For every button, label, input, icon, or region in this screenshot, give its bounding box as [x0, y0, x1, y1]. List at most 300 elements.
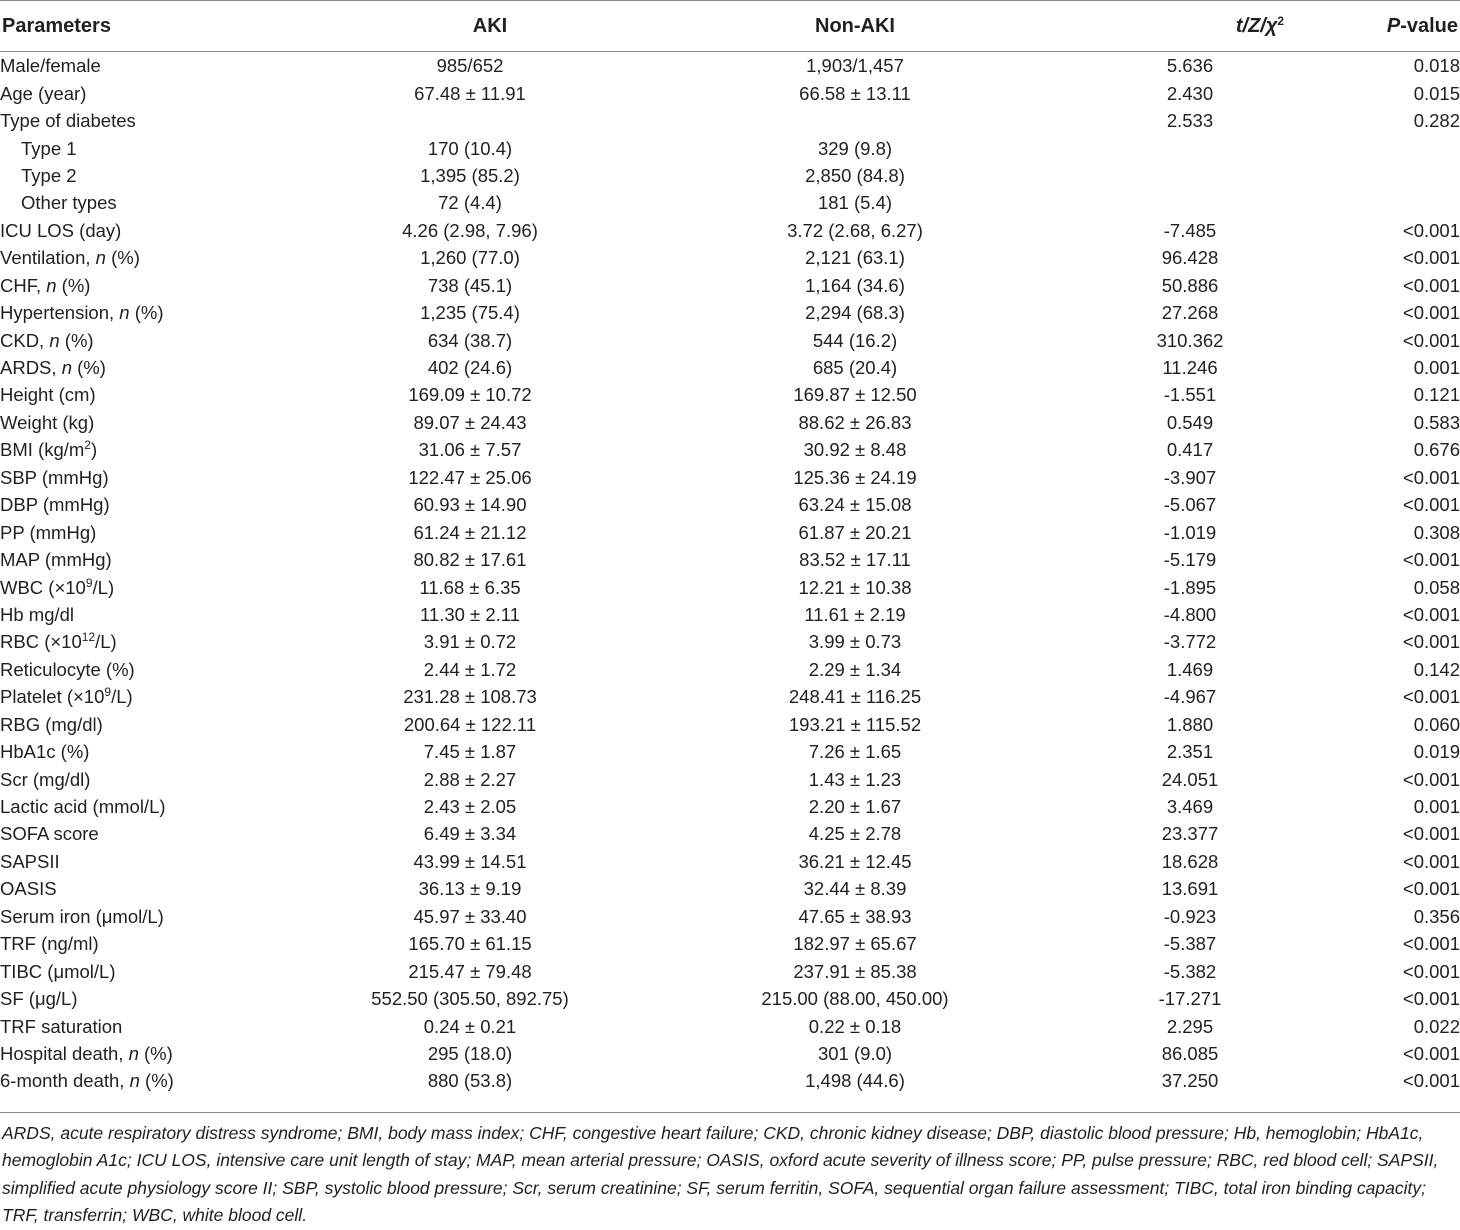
italic-n: n	[46, 274, 57, 296]
parameter-text: (%)	[71, 357, 106, 379]
aki-value: 1,235 (75.4)	[420, 302, 520, 324]
parameter-cell	[0, 217, 300, 244]
aki-value: 72 (4.4)	[438, 192, 502, 214]
parameter-text: SAPSII	[0, 850, 60, 872]
non-aki-value: 0.22 ± 0.18	[808, 1015, 902, 1037]
parameter-text: ARDS,	[0, 357, 62, 379]
test-statistic	[1070, 134, 1310, 161]
p-value: <0.001	[1402, 960, 1460, 982]
parameter-cell	[0, 272, 300, 299]
parameter-text: SF (μg/L)	[0, 988, 78, 1010]
parameter-text: (%)	[105, 247, 140, 269]
parameter-cell	[0, 491, 300, 518]
parameter-text: HbA1c (%)	[0, 741, 90, 763]
parameter-cell	[0, 765, 300, 792]
parameter-text: Scr (mg/dl)	[0, 768, 91, 790]
parameter-text: Type of diabetes	[0, 110, 136, 132]
non-aki-value: 685 (20.4)	[812, 357, 898, 379]
parameter-cell	[0, 546, 300, 573]
p-value: 0.058	[1413, 576, 1460, 598]
non-aki-value: 237.91 ± 85.38	[793, 960, 917, 982]
parameter-text: (%)	[59, 329, 94, 351]
parameter-text: TRF (ng/ml)	[0, 933, 99, 955]
table-row	[0, 903, 1460, 930]
table-row	[0, 765, 1460, 792]
table-row	[0, 326, 1460, 353]
aki-value: 6.49 ± 3.34	[423, 823, 517, 845]
test-statistic: -1.019	[1163, 521, 1217, 543]
test-statistic: -17.271	[1158, 988, 1222, 1010]
parameter-text: SBP (mmHg)	[0, 466, 109, 488]
table-row	[0, 409, 1460, 436]
parameter-text: ICU LOS (day)	[0, 219, 122, 241]
table-header-row	[0, 0, 1460, 52]
parameter-text: (%)	[139, 1070, 174, 1092]
parameter-text: Serum iron (μmol/L)	[0, 905, 164, 927]
table-row	[0, 79, 1460, 106]
p-value: <0.001	[1402, 631, 1460, 653]
aki-value: 89.07 ± 24.43	[413, 411, 527, 433]
p-value: <0.001	[1402, 850, 1460, 872]
header-aki: AKI	[472, 14, 508, 37]
non-aki-value: 329 (9.8)	[817, 137, 893, 159]
test-statistic	[1070, 189, 1310, 216]
parameter-cell	[0, 326, 300, 353]
test-statistic: 5.636	[1166, 55, 1214, 77]
aki-value: 11.30 ± 2.11	[420, 603, 520, 625]
p-value: 0.676	[1413, 439, 1460, 461]
p-value: <0.001	[1402, 549, 1460, 571]
test-statistic: 23.377	[1161, 823, 1219, 845]
header-non-aki: Non-AKI	[815, 14, 895, 37]
parameter-text: CHF,	[0, 274, 47, 296]
parameter-cell	[0, 1012, 300, 1039]
test-statistic: 1.880	[1166, 713, 1214, 735]
p-value: 0.121	[1413, 384, 1460, 406]
parameter-text: Weight (kg)	[0, 411, 95, 433]
non-aki-value: 30.92 ± 8.48	[803, 439, 907, 461]
parameter-text: Other types	[21, 192, 117, 214]
p-value: <0.001	[1402, 988, 1460, 1010]
aki-value: 215.47 ± 79.48	[408, 960, 532, 982]
superscript: 9	[85, 575, 93, 590]
non-aki-value: 63.24 ± 15.08	[798, 494, 912, 516]
parameter-text: Hypertension,	[0, 302, 120, 324]
parameter-text: Ventilation,	[0, 247, 96, 269]
non-aki-value: 215.00 (88.00, 450.00)	[761, 988, 949, 1010]
aki-value: 170 (10.4)	[427, 137, 513, 159]
p-value: <0.001	[1402, 494, 1460, 516]
test-statistic: 3.469	[1166, 796, 1214, 818]
non-aki-value: 248.41 ± 116.25	[788, 686, 922, 708]
italic-n: n	[119, 302, 130, 324]
parameter-cell	[0, 738, 300, 765]
non-aki-value: 36.21 ± 12.45	[798, 850, 912, 872]
parameter-cell	[0, 820, 300, 847]
test-statistic: 96.428	[1161, 247, 1219, 269]
table-body	[0, 52, 1460, 1095]
non-aki-value: 83.52 ± 17.11	[799, 549, 911, 571]
table-row	[0, 793, 1460, 820]
superscript: 9	[104, 685, 112, 700]
header-p-value	[1310, 0, 1460, 52]
parameter-cell	[0, 52, 300, 79]
table-row	[0, 217, 1460, 244]
p-value	[1310, 134, 1460, 161]
parameter-cell	[0, 957, 300, 984]
parameter-cell	[0, 683, 300, 710]
non-aki-value: 181 (5.4)	[817, 192, 893, 214]
test-statistic: 2.351	[1166, 741, 1214, 763]
table-row	[0, 985, 1460, 1012]
parameter-text: WBC (×10	[0, 576, 86, 598]
parameter-cell	[0, 162, 300, 189]
parameter-cell	[0, 354, 300, 381]
p-value: 0.308	[1413, 521, 1460, 543]
non-aki-value: 3.72 (2.68, 6.27)	[787, 219, 923, 241]
non-aki-value: 125.36 ± 24.19	[793, 466, 917, 488]
aki-value: 45.97 ± 33.40	[413, 905, 527, 927]
aki-value: 7.45 ± 1.87	[423, 741, 517, 763]
non-aki-value	[640, 107, 1070, 134]
p-value: <0.001	[1402, 274, 1460, 296]
aki-value: 61.24 ± 21.12	[413, 521, 527, 543]
table-row	[0, 1067, 1460, 1094]
test-statistic: 37.250	[1161, 1070, 1219, 1092]
parameter-text: TIBC (μmol/L)	[0, 960, 116, 982]
aki-value: 634 (38.7)	[427, 329, 513, 351]
p-value: <0.001	[1402, 933, 1460, 955]
aki-value: 295 (18.0)	[427, 1042, 513, 1064]
non-aki-value: 169.87 ± 12.50	[793, 384, 917, 406]
aki-value: 552.50 (305.50, 892.75)	[371, 988, 569, 1010]
parameter-cell	[0, 134, 300, 161]
p-value: 0.583	[1413, 411, 1460, 433]
aki-value: 880 (53.8)	[427, 1070, 513, 1092]
non-aki-value: 66.58 ± 13.11	[799, 82, 911, 104]
parameter-cell	[0, 985, 300, 1012]
table-row	[0, 491, 1460, 518]
p-value: 0.015	[1413, 82, 1460, 104]
p-value: 0.142	[1413, 658, 1460, 680]
non-aki-value: 88.62 ± 26.83	[798, 411, 912, 433]
p-value: 0.022	[1413, 1015, 1460, 1037]
parameter-text: PP (mmHg)	[0, 521, 97, 543]
test-statistic: 18.628	[1161, 850, 1219, 872]
non-aki-value: 1.43 ± 1.23	[808, 768, 902, 790]
superscript: 2	[84, 438, 91, 453]
non-aki-value: 32.44 ± 8.39	[803, 878, 907, 900]
test-statistic: 27.268	[1161, 302, 1219, 324]
table-row	[0, 656, 1460, 683]
aki-value: 0.24 ± 0.21	[423, 1015, 517, 1037]
footnote-line: simplified acute physiology score II; SBP, systolic blood pressure; Scr, serum creatinine; SF, serum ferritin, SOFA, sequential organ failure assessment; TIBC, total iron binding capacity;	[2, 1177, 1426, 1198]
non-aki-value: 2,850 (84.8)	[805, 164, 905, 186]
table-row	[0, 601, 1460, 628]
aki-value: 1,260 (77.0)	[420, 247, 520, 269]
non-aki-value: 11.61 ± 2.19	[804, 603, 906, 625]
parameter-text: /L)	[95, 631, 117, 653]
parameter-text: Age (year)	[0, 82, 87, 104]
aki-value: 165.70 ± 61.15	[408, 933, 532, 955]
aki-value: 43.99 ± 14.51	[413, 850, 527, 872]
p-value: <0.001	[1402, 823, 1460, 845]
italic-n: n	[61, 357, 72, 379]
table-row	[0, 272, 1460, 299]
parameter-cell	[0, 848, 300, 875]
non-aki-value: 3.99 ± 0.73	[808, 631, 902, 653]
parameter-text: TRF saturation	[0, 1015, 123, 1037]
aki-value	[300, 107, 640, 134]
test-statistic: -1.895	[1163, 576, 1217, 598]
test-statistic: -0.923	[1163, 905, 1217, 927]
table-row	[0, 354, 1460, 381]
aki-value: 200.64 ± 122.11	[403, 713, 537, 735]
parameter-text: Type 2	[21, 164, 77, 186]
parameter-text: Hb mg/dl	[0, 603, 75, 625]
table-row	[0, 381, 1460, 408]
p-value: <0.001	[1402, 219, 1460, 241]
parameter-text: /L)	[92, 576, 115, 598]
non-aki-value: 2.29 ± 1.34	[808, 658, 902, 680]
parameter-text: /L)	[111, 686, 133, 708]
non-aki-value: 47.65 ± 38.93	[798, 905, 912, 927]
p-value: <0.001	[1402, 878, 1460, 900]
parameter-text: Reticulocyte (%)	[0, 658, 135, 680]
p-value: 0.356	[1413, 905, 1460, 927]
parameter-cell	[0, 436, 300, 463]
test-statistic: 2.533	[1166, 110, 1214, 132]
test-statistic: -4.800	[1163, 603, 1217, 625]
table-row	[0, 1012, 1460, 1039]
footnote-line: TRF, transferrin; WBC, white blood cell.	[2, 1205, 308, 1226]
p-value: 0.001	[1413, 357, 1460, 379]
non-aki-value: 544 (16.2)	[812, 329, 898, 351]
test-statistic: -5.067	[1163, 494, 1217, 516]
table-row	[0, 464, 1460, 491]
header-stat-superscript: 2	[1277, 13, 1285, 28]
table-row	[0, 107, 1460, 134]
table-row	[0, 299, 1460, 326]
test-statistic: 310.362	[1156, 329, 1224, 351]
parameter-cell	[0, 381, 300, 408]
p-value: <0.001	[1402, 329, 1460, 351]
test-statistic: -1.551	[1163, 384, 1217, 406]
table-row	[0, 244, 1460, 271]
table-row	[0, 573, 1460, 600]
aki-value: 2.44 ± 1.72	[423, 658, 517, 680]
parameter-cell	[0, 711, 300, 738]
table-row	[0, 683, 1460, 710]
p-value: <0.001	[1402, 1042, 1460, 1064]
parameter-text: (%)	[138, 1042, 173, 1064]
superscript: 12	[81, 630, 96, 645]
parameter-cell	[0, 409, 300, 436]
test-statistic: -3.907	[1163, 466, 1217, 488]
non-aki-value: 1,164 (34.6)	[805, 274, 905, 296]
parameter-cell	[0, 464, 300, 491]
aki-value: 31.06 ± 7.57	[418, 439, 522, 461]
p-value: 0.001	[1413, 796, 1460, 818]
table-row	[0, 162, 1460, 189]
aki-value: 60.93 ± 14.90	[413, 494, 527, 516]
table-row	[0, 52, 1460, 79]
parameter-cell	[0, 930, 300, 957]
p-value	[1310, 189, 1460, 216]
table-row	[0, 546, 1460, 573]
parameter-text: DBP (mmHg)	[0, 494, 110, 516]
parameter-cell	[0, 1067, 300, 1094]
table-row	[0, 436, 1460, 463]
aki-value: 1,395 (85.2)	[420, 164, 520, 186]
test-statistic: 24.051	[1161, 768, 1219, 790]
parameter-cell	[0, 107, 300, 134]
table-row	[0, 738, 1460, 765]
test-statistic: -7.485	[1163, 219, 1217, 241]
non-aki-value: 301 (9.0)	[817, 1042, 893, 1064]
table-row	[0, 930, 1460, 957]
header-p-rest: -value	[1400, 14, 1458, 37]
parameter-cell	[0, 628, 300, 655]
p-value: <0.001	[1402, 603, 1460, 625]
parameter-cell	[0, 875, 300, 902]
parameter-text: )	[90, 439, 98, 461]
p-value: <0.001	[1402, 466, 1460, 488]
header-test-statistic	[1070, 0, 1310, 52]
p-value: 0.018	[1413, 55, 1460, 77]
non-aki-value: 193.21 ± 115.52	[788, 713, 922, 735]
table-bottom-rule	[0, 1112, 1460, 1113]
non-aki-value: 2,294 (68.3)	[805, 302, 905, 324]
non-aki-value: 7.26 ± 1.65	[808, 741, 902, 763]
parameter-text: Hospital death,	[0, 1042, 129, 1064]
parameter-cell	[0, 79, 300, 106]
parameter-text: Male/female	[0, 55, 101, 77]
test-statistic: -5.179	[1163, 549, 1217, 571]
aki-value: 2.43 ± 2.05	[423, 796, 517, 818]
p-value: <0.001	[1402, 1070, 1460, 1092]
footnote-line: hemoglobin A1c; ICU LOS, intensive care unit length of stay; MAP, mean arterial pressure; OASIS, oxford acute severity of illness score; PP, pulse pressure; RBC, red blood cell; SAPSII,	[2, 1150, 1439, 1171]
p-value: 0.282	[1413, 110, 1460, 132]
parameter-cell	[0, 903, 300, 930]
aki-value: 985/652	[436, 55, 504, 77]
parameter-text: SOFA score	[0, 823, 99, 845]
aki-value: 4.26 (2.98, 7.96)	[402, 219, 538, 241]
table-row	[0, 189, 1460, 216]
p-value: 0.019	[1413, 741, 1460, 763]
table-row	[0, 711, 1460, 738]
aki-value: 231.28 ± 108.73	[403, 686, 537, 708]
p-value: <0.001	[1402, 686, 1460, 708]
italic-n: n	[128, 1042, 139, 1064]
parameter-text: Lactic acid (mmol/L)	[0, 796, 166, 818]
parameter-text: Height (cm)	[0, 384, 96, 406]
test-statistic: 0.417	[1166, 439, 1214, 461]
non-aki-value: 1,498 (44.6)	[805, 1070, 905, 1092]
parameter-text: BMI (kg/m	[0, 439, 85, 461]
parameter-cell	[0, 518, 300, 545]
non-aki-value: 1,903/1,457	[806, 55, 904, 77]
aki-value: 11.68 ± 6.35	[419, 576, 521, 598]
p-value: <0.001	[1402, 247, 1460, 269]
aki-value: 67.48 ± 11.91	[414, 82, 526, 104]
parameter-text: (%)	[56, 274, 91, 296]
test-statistic: 2.295	[1166, 1015, 1214, 1037]
header-stat-label: t/Z/χ	[1235, 14, 1278, 37]
table-row	[0, 134, 1460, 161]
aki-value: 80.82 ± 17.61	[413, 549, 527, 571]
aki-value: 738 (45.1)	[427, 274, 513, 296]
p-value: <0.001	[1402, 768, 1460, 790]
parameter-text: RBG (mg/dl)	[0, 713, 103, 735]
parameter-cell	[0, 793, 300, 820]
test-statistic: -5.387	[1163, 933, 1217, 955]
table-row	[0, 1040, 1460, 1067]
table-footnote	[2, 1120, 1458, 1230]
test-statistic: 13.691	[1161, 878, 1219, 900]
footnote-line: ARDS, acute respiratory distress syndrome; BMI, body mass index; CHF, congestive heart failure; CKD, chronic kidney disease; DBP, diastolic blood pressure; Hb, hemoglobin; HbA1c,	[2, 1123, 1424, 1143]
test-statistic	[1070, 162, 1310, 189]
test-statistic: -4.967	[1163, 686, 1217, 708]
header-p-italic: P	[1386, 14, 1401, 37]
test-statistic: 2.430	[1166, 82, 1214, 104]
p-value: <0.001	[1402, 302, 1460, 324]
table-row	[0, 628, 1460, 655]
non-aki-value: 12.21 ± 10.38	[798, 576, 912, 598]
italic-n: n	[49, 329, 60, 351]
aki-value: 2.88 ± 2.27	[423, 768, 517, 790]
parameter-text: OASIS	[0, 878, 57, 900]
test-statistic: -3.772	[1163, 631, 1217, 653]
table-row	[0, 848, 1460, 875]
test-statistic: -5.382	[1163, 960, 1217, 982]
test-statistic: 86.085	[1161, 1042, 1219, 1064]
table-row	[0, 957, 1460, 984]
aki-value: 3.91 ± 0.72	[423, 631, 517, 653]
table-row	[0, 820, 1460, 847]
aki-value: 402 (24.6)	[427, 357, 513, 379]
test-statistic: 1.469	[1166, 658, 1214, 680]
non-aki-value: 61.87 ± 20.21	[798, 521, 912, 543]
parameter-text: 6-month death,	[0, 1070, 130, 1092]
parameter-cell	[0, 244, 300, 271]
aki-value: 122.47 ± 25.06	[408, 466, 532, 488]
test-statistic: 50.886	[1161, 274, 1219, 296]
parameter-cell	[0, 1040, 300, 1067]
table-row	[0, 875, 1460, 902]
parameter-cell	[0, 656, 300, 683]
parameter-cell	[0, 573, 300, 600]
p-value: 0.060	[1413, 713, 1460, 735]
table-row	[0, 518, 1460, 545]
non-aki-value: 182.97 ± 65.67	[793, 933, 917, 955]
parameter-text: Platelet (×10	[0, 686, 105, 708]
italic-n: n	[95, 247, 106, 269]
italic-n: n	[129, 1070, 140, 1092]
non-aki-value: 2.20 ± 1.67	[808, 796, 902, 818]
non-aki-value: 4.25 ± 2.78	[808, 823, 902, 845]
aki-value: 169.09 ± 10.72	[408, 384, 532, 406]
parameter-text: RBC (×10	[0, 631, 82, 653]
parameter-cell	[0, 601, 300, 628]
parameter-cell	[0, 189, 300, 216]
test-statistic: 11.246	[1162, 357, 1218, 379]
parameter-cell	[0, 299, 300, 326]
test-statistic: 0.549	[1166, 411, 1214, 433]
parameter-text: Type 1	[21, 137, 77, 159]
non-aki-value: 2,121 (63.1)	[805, 247, 905, 269]
parameter-text: MAP (mmHg)	[0, 549, 112, 571]
